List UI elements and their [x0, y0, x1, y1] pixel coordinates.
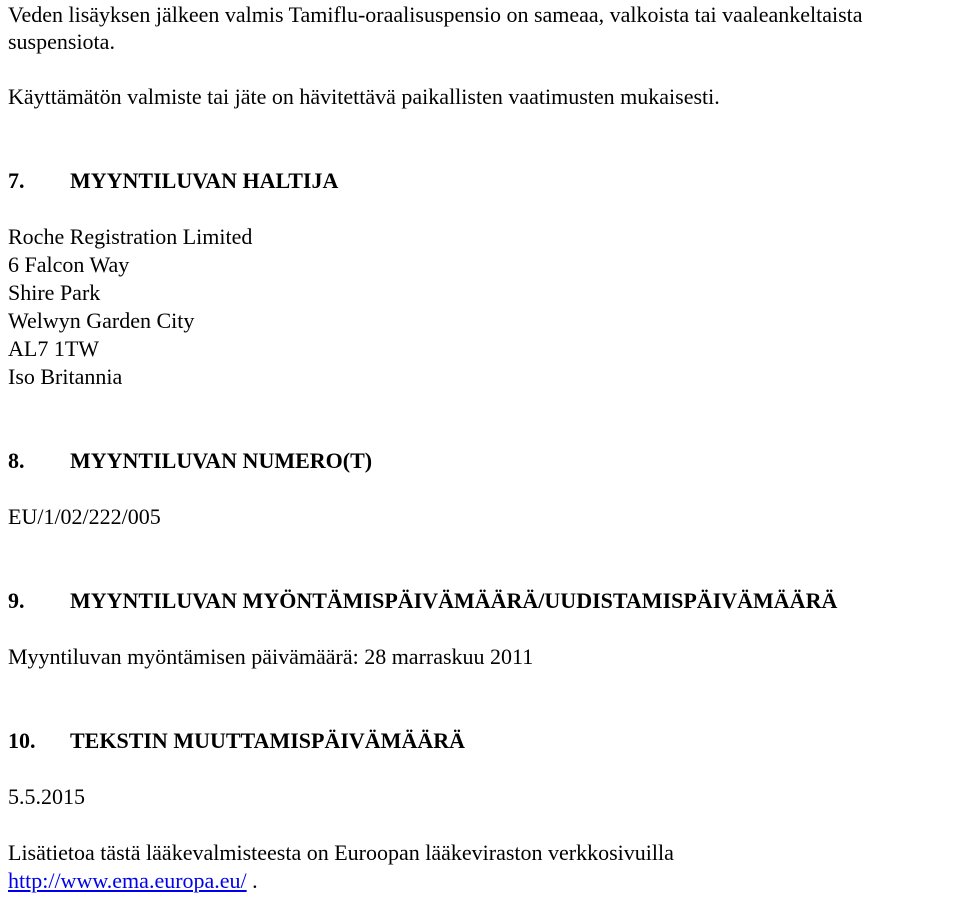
- address-line: Iso Britannia: [8, 364, 123, 389]
- ema-website-link[interactable]: http://www.ema.europa.eu/: [8, 868, 247, 893]
- section-9-title: MYYNTILUVAN MYÖNTÄMISPÄIVÄMÄÄRÄ/UUDISTAMISPÄIVÄMÄÄRÄ: [70, 588, 838, 613]
- address-line: Shire Park: [8, 280, 101, 305]
- section-7-number: 7.: [8, 168, 25, 193]
- disposal-text: Käyttämätön valmiste tai jäte on hävitettävä paikallisten vaatimusten mukaisesti.: [8, 84, 720, 109]
- section-10-heading: [8, 728, 465, 754]
- section-10-number: 10.: [8, 728, 36, 753]
- address-line: AL7 1TW: [8, 336, 100, 361]
- section-7-heading: [8, 168, 338, 194]
- section-9-heading: [8, 588, 837, 614]
- authorisation-date: Myyntiluvan myöntämisen päivämäärä: 28 marraskuu 2011: [8, 644, 534, 669]
- revision-date: 5.5.2015: [8, 784, 85, 809]
- section-8-heading: [8, 448, 372, 474]
- section-10-title: TEKSTIN MUUTTAMISPÄIVÄMÄÄRÄ: [70, 728, 466, 753]
- address-line: 6 Falcon Way: [8, 252, 130, 277]
- section-7-title: MYYNTILUVAN HALTIJA: [70, 168, 339, 193]
- section-8-number: 8.: [8, 448, 25, 473]
- footer-info: Lisätietoa tästä lääkevalmisteesta on Euroopan lääkeviraston verkkosivuilla: [8, 840, 674, 865]
- intro-line-1: Veden lisäyksen jälkeen valmis Tamiflu-oraalisuspensio on sameaa, valkoista tai vaaleankeltaista: [8, 2, 863, 27]
- section-9-number: 9.: [8, 588, 25, 613]
- marketing-authorisation-number: EU/1/02/222/005: [8, 504, 161, 529]
- footer-suffix: .: [252, 868, 258, 893]
- section-8-title: MYYNTILUVAN NUMERO(T): [70, 448, 373, 473]
- address-line: Welwyn Garden City: [8, 308, 195, 333]
- footer-link-line: [8, 868, 258, 894]
- intro-line-2: suspensiota.: [8, 29, 115, 54]
- address-line: Roche Registration Limited: [8, 224, 253, 249]
